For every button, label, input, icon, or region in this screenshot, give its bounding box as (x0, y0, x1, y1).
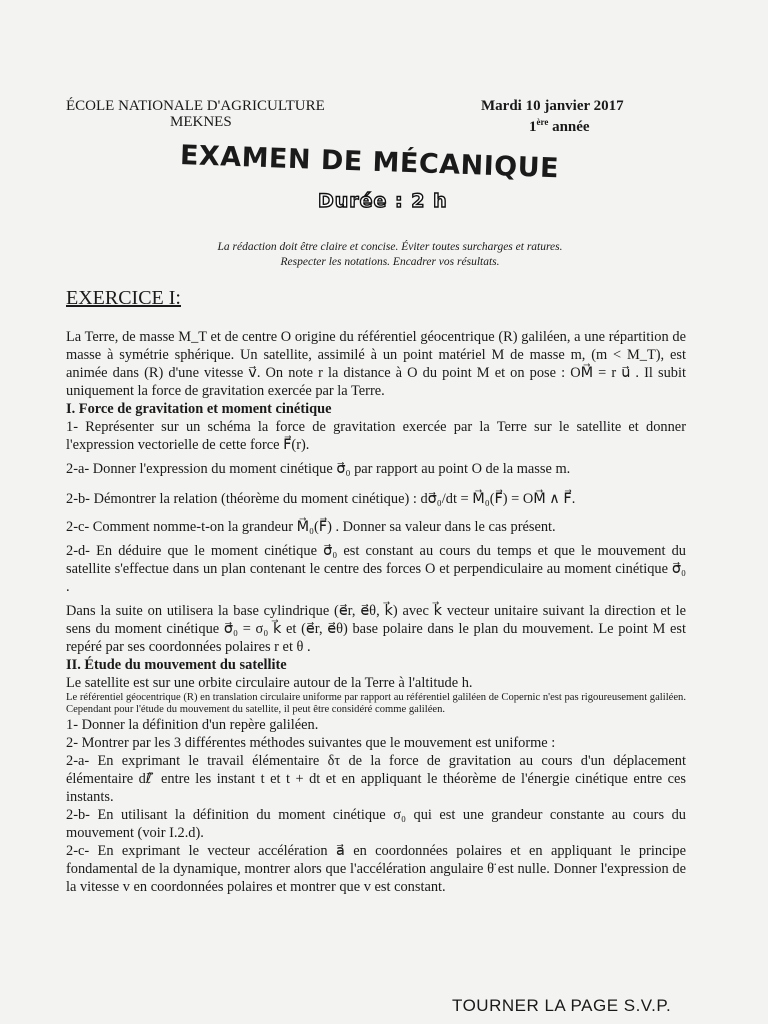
instructions-line1: La rédaction doit être claire et concise. Éviter toutes surcharges et ratures. (217, 241, 563, 253)
exam-year (481, 114, 624, 135)
referential-note: Le référentiel géocentrique (R) en translation circulaire uniforme par rapport au référentiel galiléen de Copernic n'est pas rigoureusement galiléen. Cependant pour l'étude du mouvement du satellite, il peut être considéré comme galiléen. (66, 692, 686, 715)
part2-question-1: 1- Donner la définition d'un repère galiléen. (66, 717, 319, 733)
question-1: 1- Représenter sur un schéma la force de gravitation exercée par la Terre sur le satellite et donner l'expression vectorielle de cette force F⃗(r). (66, 419, 686, 453)
year-superscript: ère (536, 117, 549, 127)
part2-question-2c: 2-c- En exprimant le vecteur accélération a⃗ en coordonnées polaires et en appliquant le principe fondamental de la dynamique, montrer alors que l'accélération angulaire θ̈ est nulle. Donner l'expression de la vitesse v en coordonnées polaires et montrer que v est constant. (66, 843, 686, 895)
year-number: 1 (529, 119, 537, 135)
school-line1: ÉCOLE NATIONALE D'AGRICULTURE (66, 98, 325, 114)
school-name (66, 98, 325, 130)
exercise-body (66, 328, 686, 896)
footer-turn-page: TOURNER LA PAGE S.V.P. (452, 996, 672, 1015)
part2-question-2b: 2-b- En utilisant la définition du moment cinétique σ₀ qui est une grandeur constante au cours du mouvement (voir I.2.d). (66, 807, 686, 841)
cylindrical-basis-note: Dans la suite on utilisera la base cylindrique (e⃗r, e⃗θ, k⃗) avec k⃗ vecteur unitaire suivant la direction et le sens du moment cinétique σ⃗₀ = σ₀ k⃗ et (e⃗r, e⃗θ) base polaire dans le plan du mouvement. Le point M est repéré par ses coordonnées polaires r et θ . (66, 603, 686, 655)
instructions (140, 240, 640, 270)
page-title: EXAMEN DE MÉCANIQUE (179, 140, 560, 185)
date-block (481, 98, 624, 135)
exam-date: Mardi 10 janvier 2017 (481, 98, 624, 114)
question-2a: 2-a- Donner l'expression du moment cinétique σ⃗₀ par rapport au point O de la masse m. (66, 461, 571, 477)
school-line2: MEKNES (170, 114, 232, 130)
intro-paragraph: La Terre, de masse M_T et de centre O origine du référentiel géocentrique (R) galiléen, a une répartition de masse à symétrie sphérique. Un satellite, assimilé à un point matériel M de masse m, (m < M_T), est animée dans (R) d'une vitesse v⃗. On note r la distance à O du point M et on pose : OM⃗ = r u⃗ . Il subit uniquement la force de gravitation exercée par la Terre. (66, 329, 686, 399)
section-1-heading: I. Force de gravitation et moment cinétique (66, 401, 332, 417)
question-2d: 2-d- En déduire que le moment cinétique σ⃗₀ est constant au cours du temps et que le mouvement du satellite s'effectue dans un plan contenant le centre des forces O et perpendiculaire au moment cinétique σ⃗₀ . (66, 543, 686, 595)
part2-question-2: 2- Montrer par les 3 différentes méthodes suivantes que le mouvement est uniforme : (66, 735, 556, 751)
duration-label: Durée : 2 h (318, 190, 448, 212)
section-2-heading: II. Étude du mouvement du satellite (66, 657, 287, 673)
question-2b: 2-b- Démontrer la relation (théorème du moment cinétique) : dσ⃗₀/dt = M⃗₀(F⃗) = OM⃗ ∧ F⃗. (66, 491, 576, 507)
year-label: année (548, 119, 590, 135)
question-2c: 2-c- Comment nomme-t-on la grandeur M⃗₀(F⃗) . Donner sa valeur dans le cas présent. (66, 519, 556, 535)
exercise-title: EXERCICE I: (66, 287, 181, 309)
part2-question-2a: 2-a- En exprimant le travail élémentaire δτ de la force de gravitation au cours d'un déplacement élémentaire dℓ⃗ entre les instant t et t + dt et en appliquant le théorème de l'énergie cinétique entre ces instants. (66, 753, 686, 805)
instructions-line2: Respecter les notations. Encadrer vos résultats. (280, 256, 500, 268)
orbit-statement: Le satellite est sur une orbite circulaire autour de la Terre à l'altitude h. (66, 675, 473, 691)
